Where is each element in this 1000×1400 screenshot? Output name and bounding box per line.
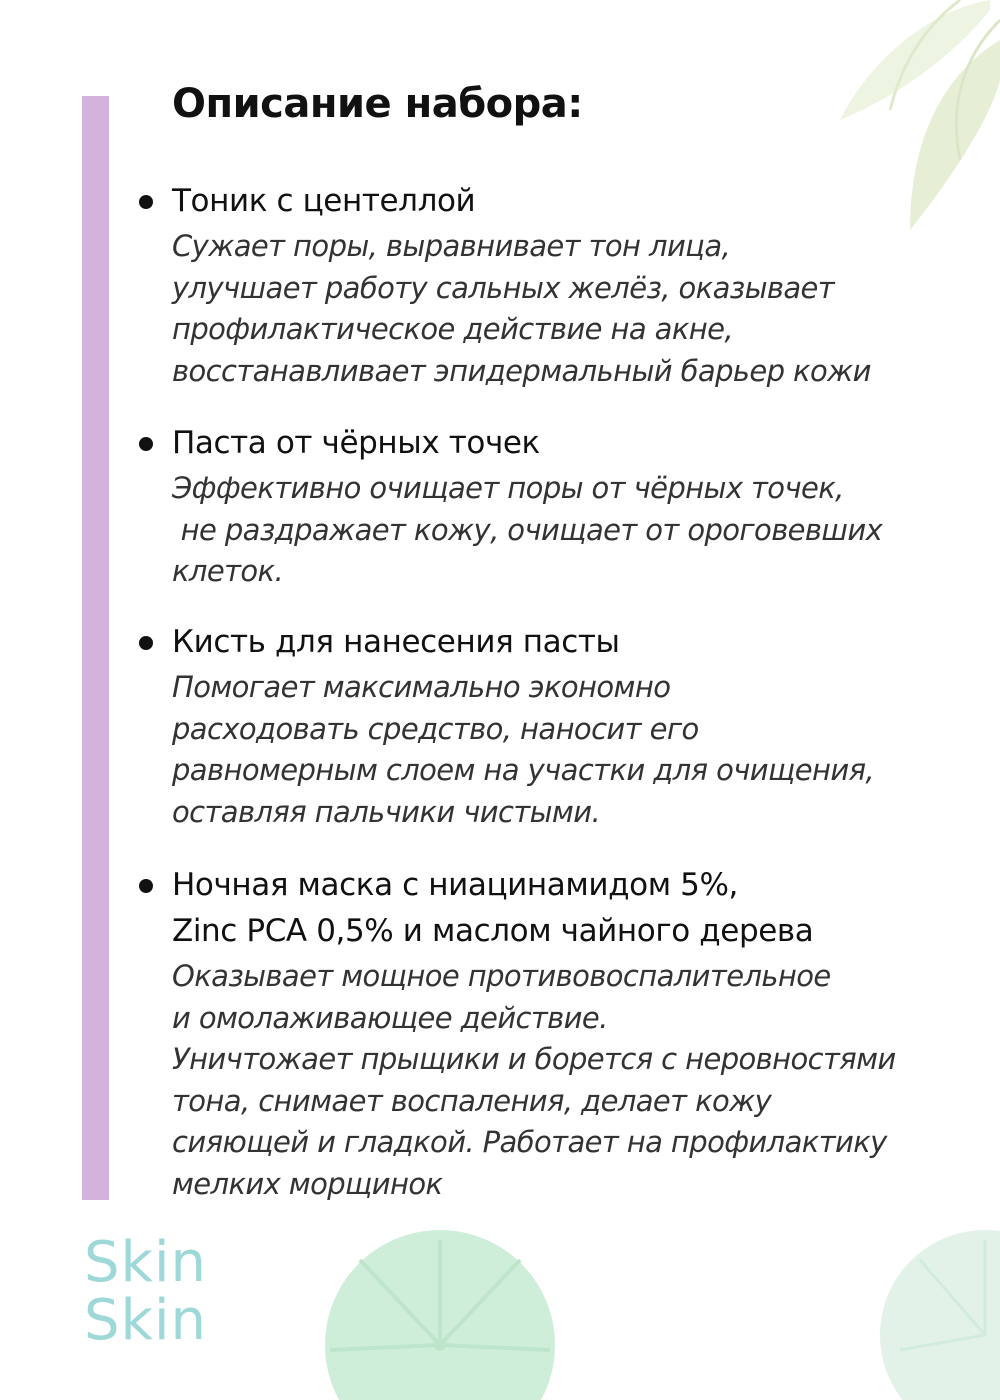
- list-item-brush: [172, 619, 972, 833]
- logo-line-1: Skin: [84, 1230, 208, 1295]
- item-description: Оказывает мощное противовоспалительное и омолаживающее действие. Уничтожает прыщики и борется с неровностями тона, снимает воспаления, делает кожу сияющей и гладкой. Работает на профилактику мелких морщинок: [172, 959, 896, 1201]
- list-item-toner: [172, 178, 972, 392]
- item-description: Помогает максимально экономно расходовать средство, наносит его равномерным слоем на участки для очищения, оставляя пальчики чистыми.: [172, 670, 875, 829]
- side-accent-bar: [82, 96, 109, 1200]
- item-title: Тоник с центеллой: [172, 183, 476, 219]
- bullet: [139, 879, 153, 893]
- bullet: [139, 195, 153, 209]
- logo-line-2: Skin: [84, 1288, 208, 1353]
- item-description: Эффективно очищает поры от чёрных точек, не раздражает кожу, очищает от ороговевших клеток.: [172, 471, 883, 588]
- bullet: [139, 636, 153, 650]
- item-title: Кисть для нанесения пасты: [172, 624, 620, 660]
- list-item-night-mask: [172, 862, 972, 1205]
- list-item-paste: [172, 420, 972, 593]
- bullet: [139, 437, 153, 451]
- page-title: Описание набора:: [172, 81, 583, 127]
- item-description: Сужает поры, выравнивает тон лица, улучшает работу сальных желёз, оказывает профилактическое действие на акне, восстанавливает эпидермальный барьер кожи: [172, 229, 871, 388]
- item-title-line-2: Zinc PCA 0,5% и маслом чайного дерева: [172, 913, 814, 949]
- item-title: Паста от чёрных точек: [172, 425, 540, 461]
- item-title-line-1: Ночная маска с ниацинамидом 5%,: [172, 867, 738, 903]
- brand-logo: [84, 1230, 208, 1353]
